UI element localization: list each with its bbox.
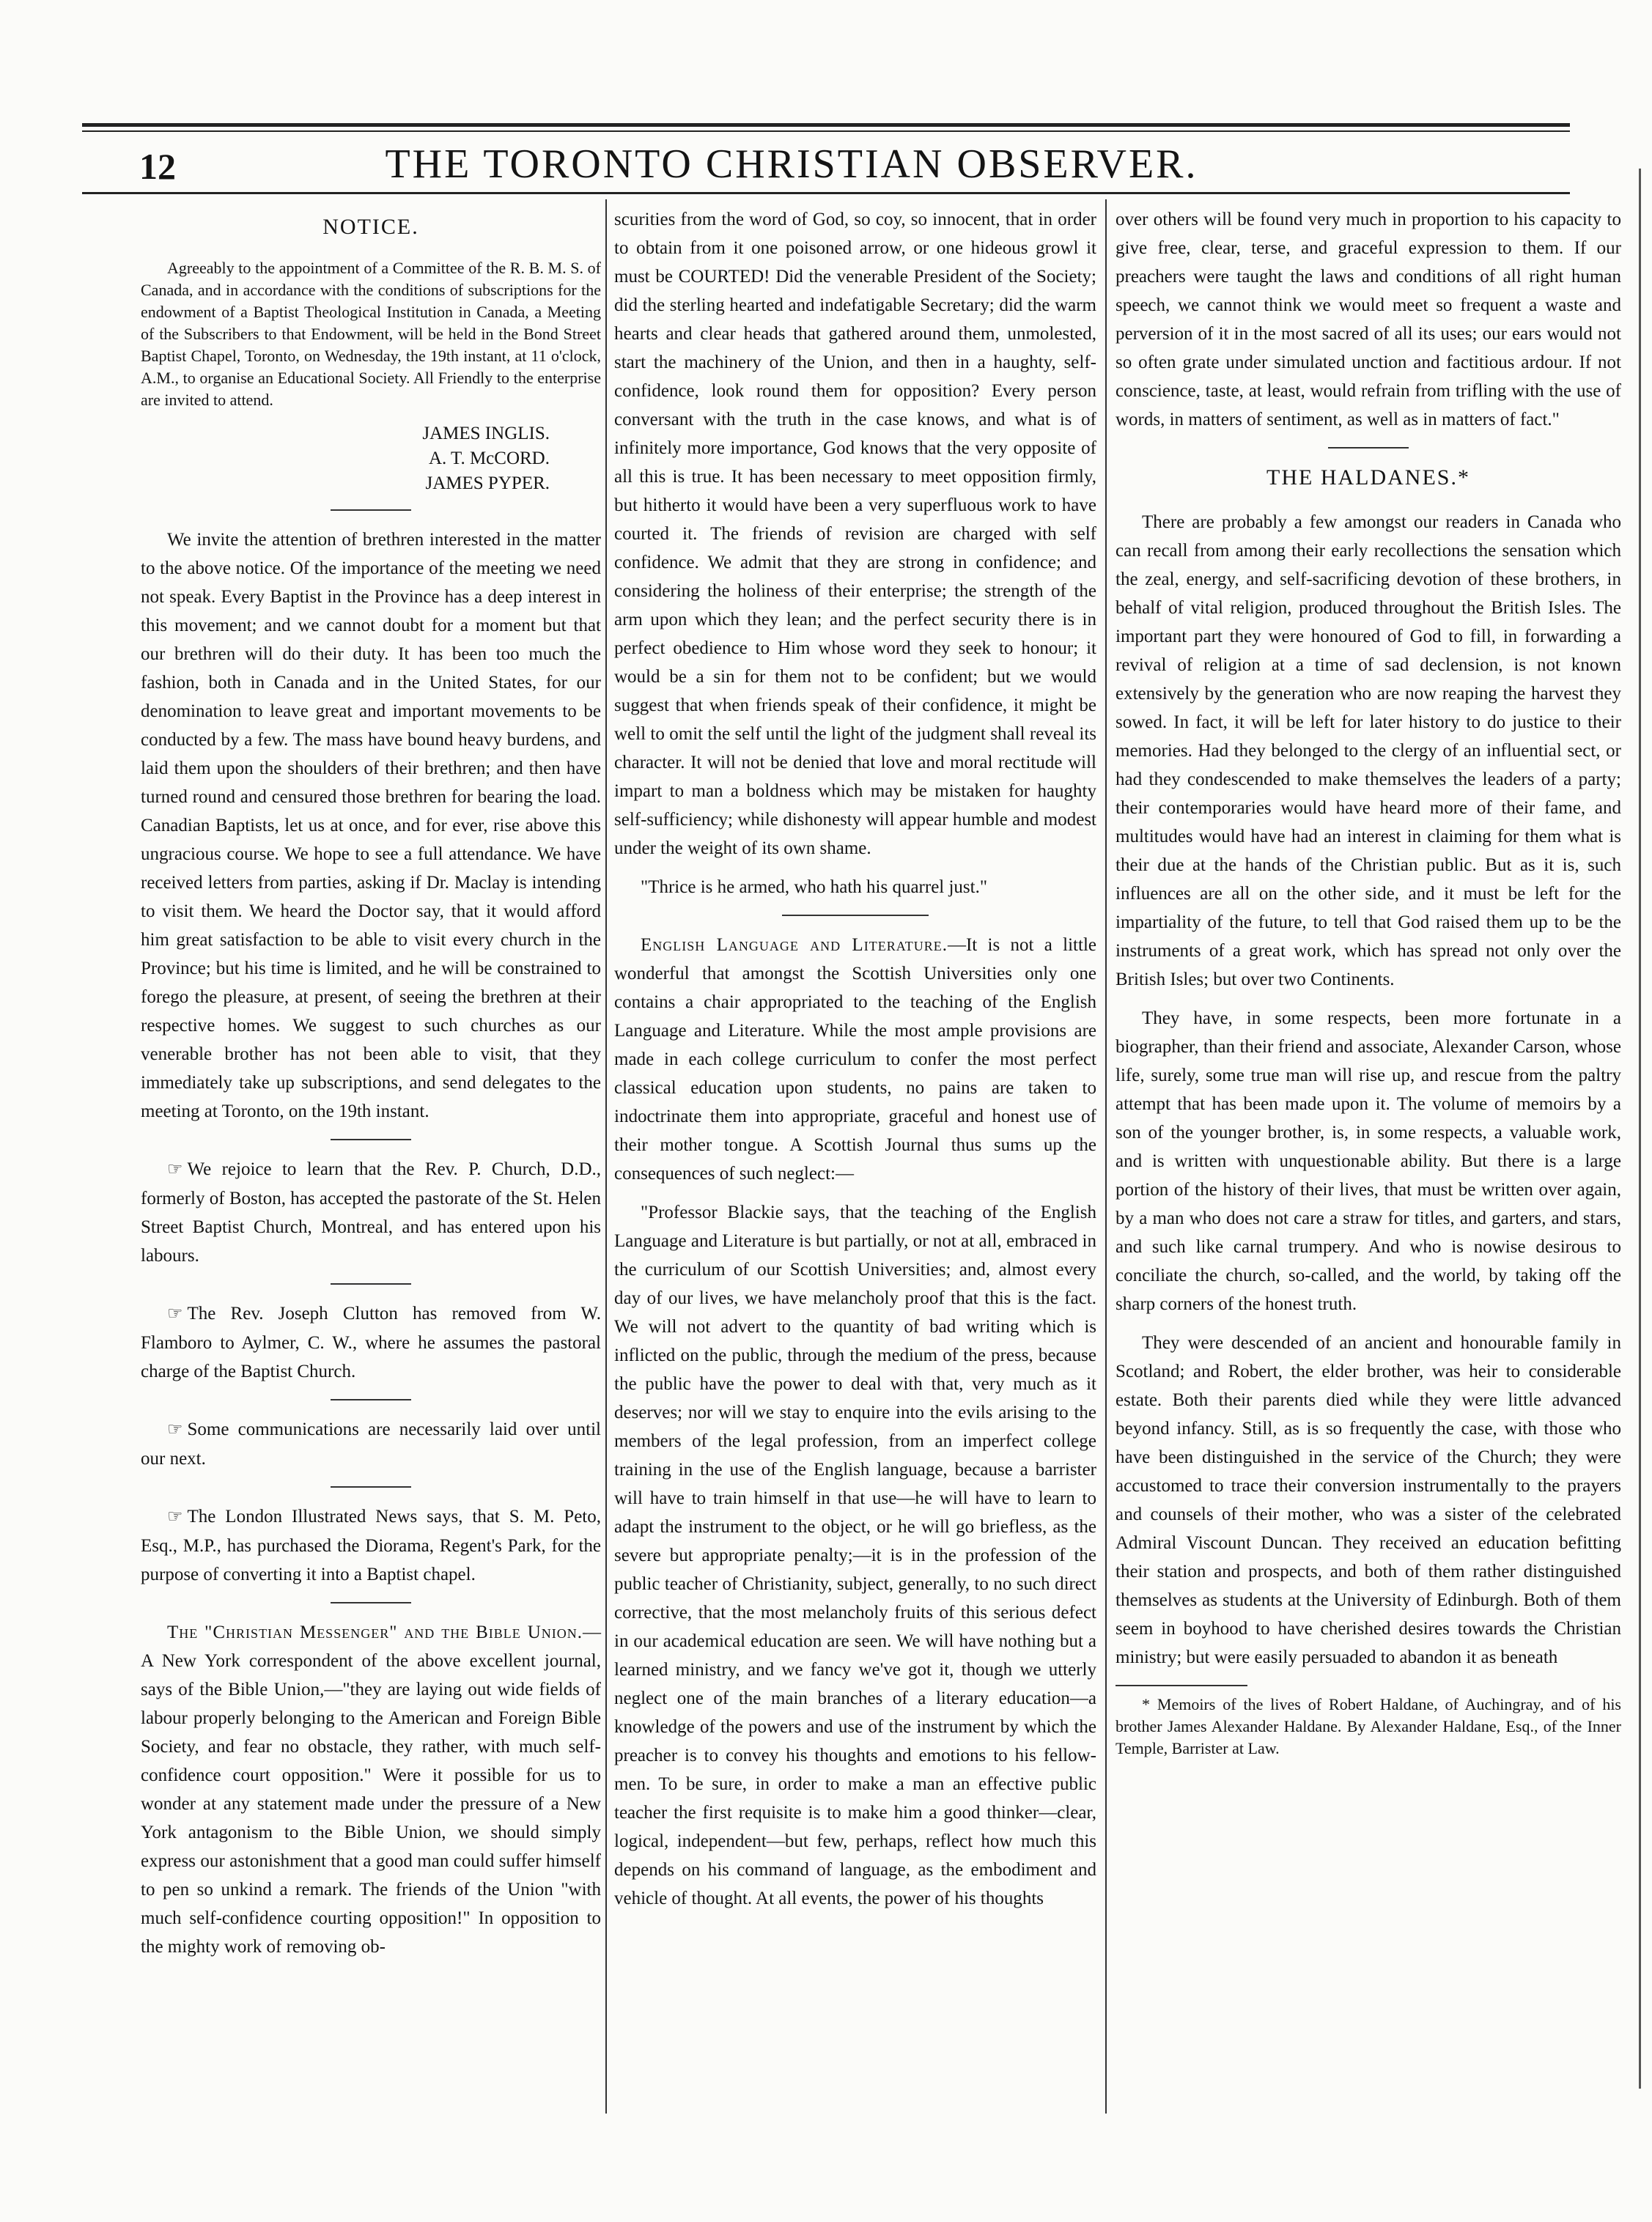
quotation: "Thrice is he armed, who hath his quarrel just." [641, 877, 988, 897]
article-paragraph: There are probably a few amongst our readers in Canada who can recall from among their early recollections the sensation which the zeal, energy, and self-sacrificing devotion of these brothers, in behalf of vital religion, produced throughout the British Isles. The important part they were honoured of God to fill, in forwarding a revival of religion at a time of sad declension, is not known extensively by the generation who are now reaping the harvest they sowed. In fact, it will be left for later history to do justice to their memories. Had they belonged to the clergy of an influential sect, or had they condescended to make themselves the leaders of a party; their contemporaries would have heard more of their fame, and multitudes would have had an interest in claiming for them what is their due at the hands of the Christian public. But as it is, such influences are all on the other side, and it must be left for the impartiality of the future, to tell that God raised them up to be the instruments of a great work, which has spread not only over the British Isles; but over two Continents. [1116, 512, 1621, 989]
news-item [141, 1155, 601, 1270]
notice-heading: NOTICE. [322, 215, 419, 239]
masthead-title: THE TORONTO CHRISTIAN OBSERVER. [385, 141, 1198, 187]
article-paragraph: scurities from the word of God, so coy, so innocent, that in order to obtain from it one poisoned arrow, or one hideous growl it must be COURTED! Did the venerable President of the Society; did the sterling hearted and indefatigable Secretary; did the warm hearts and clear heads that gathered around them, unmolested, start the machinery of the Union, and then in a haughty, self-confidence, look round them for opposition? Every person conversant with the truth in the case knows, and what is of infinitely more importance, God knows that the very opposite of all this is true. It has been necessary to meet opposition firmly, but hitherto it would have been a very superfluous work to have courted it. The friends of revision are charged with self confidence. We admit that they are strong in confidence; and considering the holiness of their enterprise; the strength of the arm upon which they lean; and the perfect security there is in perfect obedience to Him whose word they seek to honour; it would be a sin for them not to be confident; but we would suggest that when friends speak of their confidence, it might be well to omit the self until the light of the judgment shall reveal its character. It will not be denied that love and moral rectitude will impart to man a boldness which may be mistaken for haughty self-sufficiency; while dishonesty will appear humble and modest under the weight of its own shame. [614, 210, 1096, 858]
pointing-hand-icon: ☞ [167, 1160, 183, 1179]
news-item-text: The Rev. Joseph Clutton has removed from W. Flamboro to Aylmer, C. W., where he assumes the pastoral charge of the Baptist Church. [141, 1304, 601, 1381]
column-left [141, 205, 601, 1971]
news-item-lead: The "Christian Messenger" and the Bible Union. [167, 1623, 583, 1642]
article-paragraph: They have, in some respects, been more fortunate in a biographer, than their friend and associate, Alexander Carson, whose life, surely, some true man will rise up, and rescue from the paltry attempt that has been made upon it. The volume of memoirs by a son of the younger brother, is, in some respects, a valuable work, and is written with unquestionable ability. But there is a large portion of the history of their lives, that must be written over again, by a man who does not care a straw for titles, and garters, and stars, and such like carnal trumpery. And who is nowise desirous to conciliate the church, so-called, and the world, by taking off the sharp corners of the honest truth. [1116, 1008, 1621, 1314]
column-divider [1105, 199, 1107, 2114]
column-right [1116, 205, 1621, 1770]
section-separator [331, 1139, 411, 1140]
signature: JAMES PYPER. [425, 473, 550, 493]
page-edge-line [1639, 169, 1641, 2089]
article-paragraph: We invite the attention of brethren interested in the matter to the above notice. Of the importance of the meeting we need not speak. Every Baptist in the Province has a deep interest in this movement; and we cannot doubt for a moment but that our brethren will do their duty. It has been too much the fashion, both in Canada and in the United States, for our denomination to leave great and important movements to be conducted by a few. The mass have bound heavy burdens, and laid them upon the shoulders of their brethren; and then have turned round and censured those brethren for bearing the load. Canadian Baptists, let us at once, and for ever, rise above this ungracious course. We hope to see a full attendance. We have received letters from parties, asking if Dr. Maclay is intending to visit them. We heard the Doctor say, that it would afford him great satisfaction to be able to visit every church in the Province; but his time is limited, and he will be constrained to forego the pleasure, at present, of seeing the brethren at their respective homes. We suggest to such churches as our venerable brother has not been able to visit, that they immediately take up subscriptions, and send delegates to the meeting at Toronto, on the 19th instant. [141, 530, 601, 1121]
article-paragraph [614, 931, 1096, 1188]
page-number: 12 [139, 146, 176, 187]
signature: A. T. McCORD. [428, 449, 550, 468]
quoted-paragraph: "Professor Blackie says, that the teaching of the English Language and Literature is but partially, or not at all, embraced in the curriculum of our Scottish Universities; and, almost every day of our lives, we have melancholy proof that this is the fact. We will not advert to the quantity of bad writing which is inflicted on the public, through the medium of the press, because the public have the power to deal with that, very much as it deserves; nor will we stay to enquire into the evils arising to the members of the legal profession, from an imperfect college training in the use of the English language, because a barrister will have to train himself in that use—he will have to learn to adapt the instrument to the object, or he will go briefless, as the severe but appropriate penalty;—it is in the profession of the public teacher of Christianity, subject, generally, to no such direct corrective, that the most melancholy fruits of this serious defect in our academical education are seen. We will have nothing but a learned ministry, and we fancy we've got it, though we utterly neglect one of the main branches of a literary education—a knowledge of the powers and use of the instrument by which the preacher is to convey his thoughts and emotions to his fellow-men. To be sure, in order to make a man an effective public teacher the first requisite is to make him a good thinker—clear, logical, independent—but few, perhaps, reflect how much this depends on his command of language, as the embodiment and vehicle of thought. At all events, the power of his thoughts [614, 1203, 1096, 1908]
section-separator [331, 1399, 411, 1400]
header-rule [82, 123, 1570, 127]
section-separator [331, 1486, 411, 1488]
article-lead: English Language and Literature. [641, 935, 948, 955]
column-divider [605, 199, 607, 2114]
haldanes-heading: THE HALDANES.* [1266, 465, 1470, 490]
notice-body: Agreeably to the appointment of a Committee of the R. B. M. S. of Canada, and in accordance with the conditions of subscriptions for the endowment of a Baptist Theological Institution in Canada, a Meeting of the Subscribers to that Endowment, will be held in the Bond Street Baptist Chapel, Toronto, on Wednesday, the 19th instant, at 11 o'clock, A.M., to organise an Educational Society. All Friendly to the enterprise are invited to attend. [141, 259, 601, 409]
notice-signatures [141, 421, 601, 496]
signature: JAMES INGLIS. [422, 424, 550, 443]
header-bottom-rule [82, 192, 1570, 194]
column-middle [614, 205, 1096, 1923]
pointing-hand-icon: ☞ [167, 1507, 183, 1527]
section-separator [782, 915, 929, 916]
header-rule-thin [82, 130, 1570, 132]
pointing-hand-icon: ☞ [167, 1420, 183, 1439]
news-item [141, 1618, 601, 1961]
article-text: —It is not a little wonderful that amongst the Scottish Universities only one contains a chair appropriated to the teaching of the English Language and Literature. While the most ample provisions are made in each college curriculum to confer the most perfect classical education upon students, no pains are taken to indoctrinate them into appropriate, graceful and honest use of their mother tongue. A Scottish Journal thus sums up the consequences of such neglect:— [614, 935, 1096, 1184]
news-item [141, 1299, 601, 1386]
news-item [141, 1415, 601, 1473]
section-separator [1328, 447, 1409, 449]
news-item [141, 1502, 601, 1589]
news-item-text: —A New York correspondent of the above excellent journal, says of the Bible Union,—"they are laying out wide fields of labour properly belonging to the American and Foreign Bible Society, and fear no obstacle, they rather, with much self-confidence court opposition." Were it possible for us to wonder at any statement made under the pressure of a New York antagonism to the Bible Union, we should simply express our astonishment that a good man could suffer himself to pen so unkind a remark. The friends of the Union "with much self-confidence courting opposition!" In opposition to the mighty work of removing ob- [141, 1623, 601, 1957]
footnote: * Memoirs of the lives of Robert Haldane, of Auchingray, and of his brother James Alexander Haldane. By Alexander Haldane, Esq., of the Inner Temple, Barrister at Law. [1116, 1695, 1621, 1757]
news-item-text: We rejoice to learn that the Rev. P. Church, D.D., formerly of Boston, has accepted the pastorate of the St. Helen Street Baptist Church, Montreal, and has entered upon his labours. [141, 1159, 601, 1266]
news-item-text: Some communications are necessarily laid over until our next. [141, 1420, 601, 1469]
news-item-text: The London Illustrated News says, that S. M. Peto, Esq., M.P., has purchased the Diorama, Regent's Park, for the purpose of converting it into a Baptist chapel. [141, 1507, 601, 1584]
article-paragraph: over others will be found very much in proportion to his capacity to give free, clear, terse, and graceful expression to them. If our preachers were taught the laws and conditions of all right human speech, we cannot think we would meet so frequent a waste and perversion of it in the most sacred of all its uses; our ears would not so often grate under simulated unction and factitious ardour. If not conscience, taste, at least, would refrain from trifling with the use of words, in matters of sentiment, as well as in matters of fact." [1116, 210, 1621, 429]
article-paragraph: They were descended of an ancient and honourable family in Scotland; and Robert, the elder brother, was heir to considerable estate. Both their parents died while they were little advanced beyond infancy. Still, as is so frequently the case, with those who have been distinguished in the service of the Church; they were accustomed to trace their conversion instrumentally to the prayers and counsels of their mother, who was a sister of the celebrated Admiral Viscount Duncan. They received an education befitting their station and prospects, and both of them rather distinguished themselves as students at the University of Edinburgh. Both of them seem in boyhood to have cherished desires towards the Christian ministry; but were easily persuaded to abandon it as beneath [1116, 1333, 1621, 1667]
footnote-rule [1116, 1685, 1247, 1686]
section-separator [331, 509, 411, 511]
pointing-hand-icon: ☞ [167, 1304, 183, 1324]
section-separator [331, 1283, 411, 1285]
section-separator [331, 1602, 411, 1603]
